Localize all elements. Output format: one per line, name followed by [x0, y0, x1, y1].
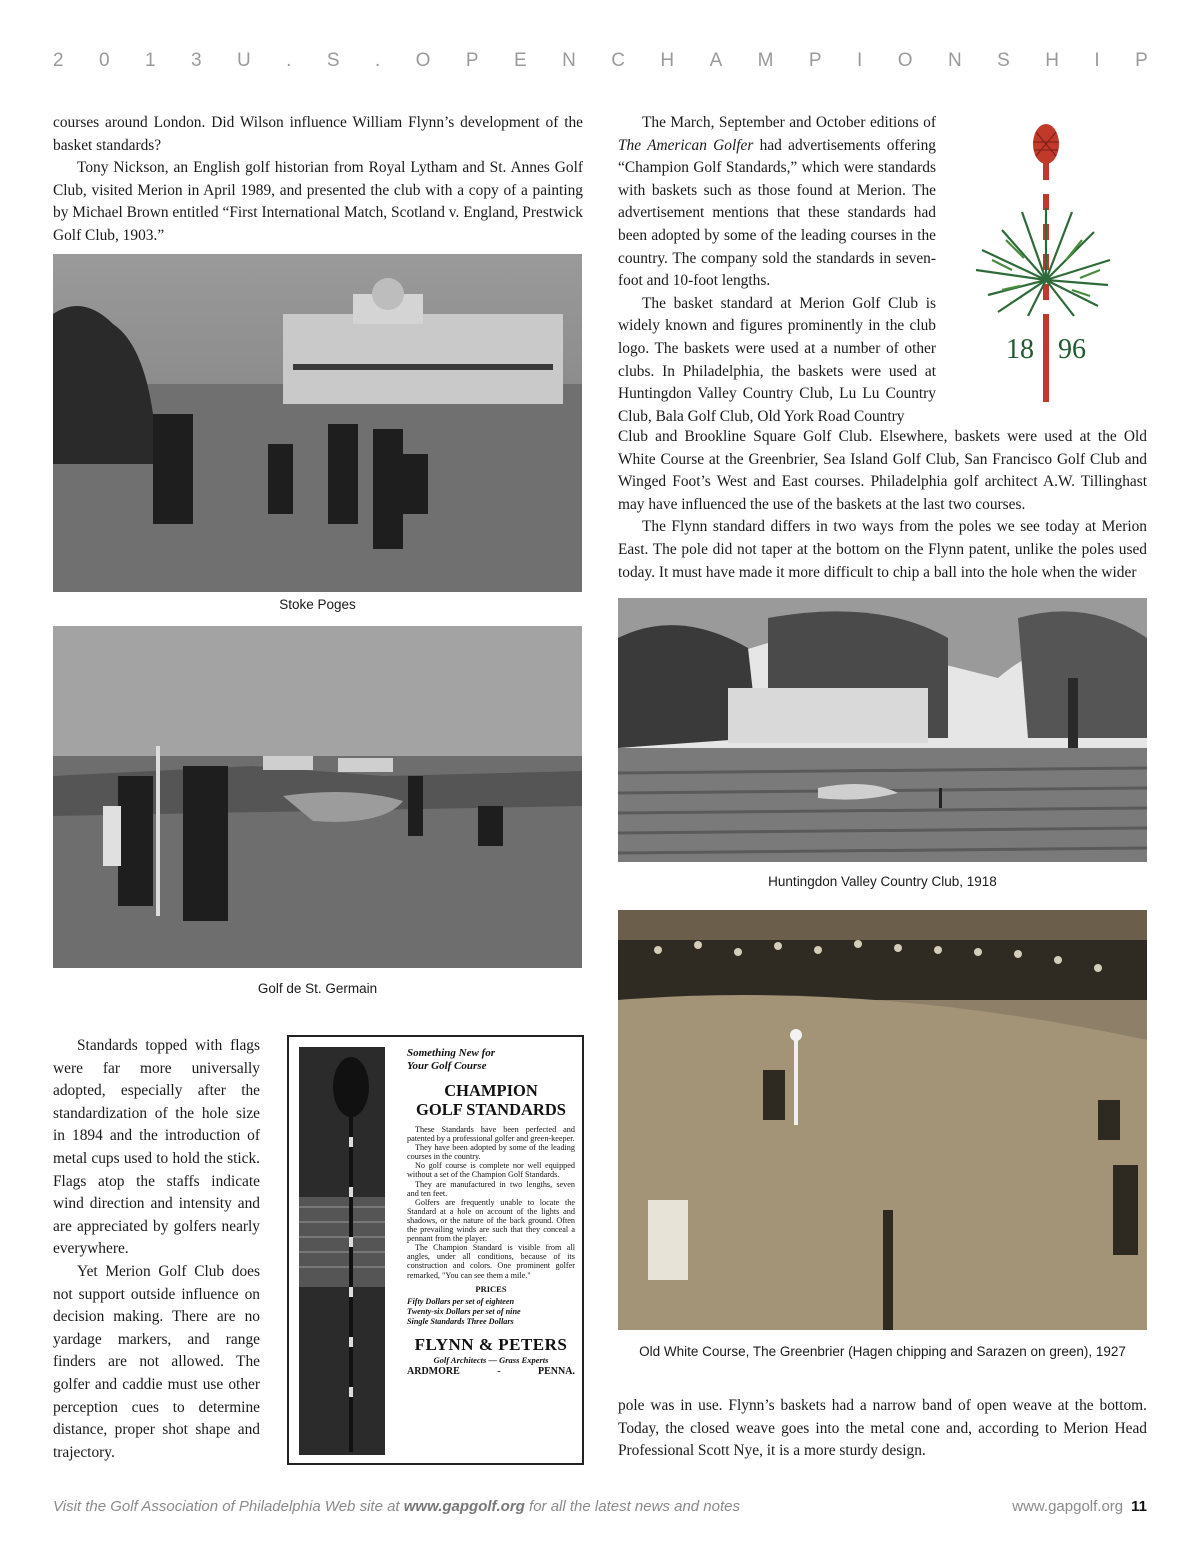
paragraph: Standards topped with flags were far more universally adopted, especially after the standardization of the hole size in 1894 and the introduction of metal cups used to hold the stick. Flags atop the staffs indicate wind direction and intensity and are appreciated by golfers nearly everywhere.: [53, 1037, 260, 1258]
header-letter: E: [513, 50, 527, 71]
ad-subline: Golf Architects — Grass Experts: [433, 1354, 549, 1365]
right-column-text-wide: [618, 426, 1147, 584]
ad-state: PENNA.: [538, 1365, 575, 1377]
paragraph: The March, September and October editions of The American Golfer had advertisements offering “Champion Golf Standards,” which were standards with baskets such as those found at Merion. The advertisement mentions that these standards had been adopted by some of the leading courses in the country. The company sold the standards in seven-foot and 10-foot lengths.: [618, 114, 936, 290]
merion-logo: [962, 120, 1112, 410]
paragraph: Club and Brookline Square Golf Club. Elsewhere, baskets were used at the Old White Course at the Greenbrier, Sea Island Golf Club, San Francisco Golf Club and Winged Foot’s West and East courses. Philadelphia golf architect A.W. Tillinghast may have influenced the use of the baskets at the last two courses.: [618, 428, 1147, 513]
header-letter: O: [897, 50, 913, 71]
paragraph: courses around London. Did Wilson influence William Flynn’s development of the basket standards?: [53, 114, 583, 154]
huntingdon-valley-photo: [618, 598, 1147, 862]
page-number: 11: [1131, 1498, 1147, 1515]
ad-text: [407, 1047, 575, 1377]
header-letter: 1: [145, 50, 156, 71]
huntingdon-caption: Huntingdon Valley Country Club, 1918: [768, 874, 997, 889]
footer-promo: Visit the Golf Association of Philadelphia Web site at www.gapgolf.org for all the latest news and notes: [53, 1498, 740, 1515]
paragraph: Tony Nickson, an English golf historian from Royal Lytham and St. Annes Golf Club, visited Merion in April 1989, and presented the club with a copy of a painting by Michael Brown entitled “First International Match, Scotland v. England, Prestwick Golf Club, 1903.”: [53, 159, 583, 244]
greenbrier-caption: Old White Course, The Greenbrier (Hagen chipping and Sarazen on green), 1927: [639, 1344, 1126, 1359]
logo-year-left: 18: [1006, 334, 1034, 365]
footer-site: [1012, 1498, 1147, 1515]
ad-paragraph: They are manufactured in two lengths, seven and ten feet.: [407, 1179, 575, 1198]
stoke-poges-caption: Stoke Poges: [279, 597, 356, 612]
header-letter: 3: [191, 50, 202, 71]
st-germain-photo: [53, 626, 582, 968]
ad-standard-photo: [299, 1047, 385, 1455]
ad-paragraph: These Standards have been perfected and patented by a professional golfer and green-keeper.: [407, 1125, 575, 1144]
ad-headline: CHAMPION GOLF STANDARDS: [416, 1081, 566, 1119]
header-letter: 2: [53, 50, 64, 71]
left-column-text: [53, 112, 583, 248]
ad-company: FLYNN & PETERS: [414, 1334, 568, 1354]
stoke-poges-photo: [53, 254, 582, 592]
ad-paragraph: Golfers are frequently unable to locate the Standard at a hole on account of the lights and shadows, or the nature of the back ground. Often the prevailing winds are such that they conceal a pennant from the player.: [407, 1197, 575, 1244]
ad-prices-title: PRICES: [475, 1283, 507, 1294]
header-letter: P: [808, 50, 822, 71]
lower-left-text: [53, 1035, 260, 1464]
header-letter: A: [709, 50, 723, 71]
ad-paragraph: They have been adopted by some of the leading courses in the country.: [407, 1143, 575, 1162]
header-letter: U: [237, 50, 251, 71]
header-letter: S: [326, 50, 340, 71]
header-letter: M: [757, 50, 774, 71]
header-letter: .: [374, 50, 381, 71]
header-letter: N: [562, 50, 576, 71]
ad-body: [407, 1125, 575, 1280]
ad-address: [407, 1366, 575, 1377]
header-letter: O: [415, 50, 431, 71]
paragraph: Yet Merion Golf Club does not support outside influence on decision making. There are no yardage markers, and range finders are not allowed. The golfer and caddie must use other perception cues to determine distance, proper shot shape and trajectory.: [53, 1262, 260, 1461]
ad-paragraph: The Champion Standard is visible from all angles, under all conditions, because of its construction and colors. One prominent golfer remarked, "You can see them a mile.": [407, 1243, 575, 1280]
running-header: [53, 50, 1148, 74]
ad-tagline: Something New for Your Golf Course: [407, 1047, 496, 1072]
footer-site-url[interactable]: www.gapgolf.org: [1012, 1498, 1124, 1515]
header-letter: P: [1135, 50, 1148, 71]
paragraph: The Flynn standard differs in two ways from the poles we see today at Merion East. The pole did not taper at the bottom on the Flynn patent, unlike the poles used today. It must have made it more difficult to chip a ball into the hole when the wider: [618, 518, 1147, 581]
basket-standard-icon: [962, 120, 1112, 410]
header-letter: 0: [99, 50, 110, 71]
header-letter: .: [286, 50, 292, 71]
header-letter: C: [611, 50, 625, 71]
header-letter: H: [1045, 50, 1059, 71]
paragraph: pole was in use. Flynn’s baskets had a narrow band of open weave at the bottom. Today, the closed weave goes into the metal cone and, according to Merion Head Professional Scott Nye, it is a more sturdy design.: [618, 1397, 1147, 1460]
publication-title: The American Golfer: [618, 136, 754, 154]
st-germain-caption: Golf de St. Germain: [257, 981, 378, 996]
paragraph: The basket standard at Merion Golf Club is widely known and figures prominently in the club logo. The baskets were used at a number of other clubs. In Philadelphia, the baskets were used at Huntingdon Valley Country Club, Lu Lu Country Club, Bala Golf Club, Old York Road Country: [618, 294, 936, 425]
header-letter: S: [997, 50, 1010, 71]
logo-year-right: 96: [1058, 334, 1086, 365]
right-column-text: [618, 112, 936, 428]
header-letter: I: [1094, 50, 1100, 71]
footer-link[interactable]: www.gapgolf.org: [403, 1498, 525, 1515]
ad-paragraph: No golf course is complete nor well equipped without a set of the Champion Golf Standards.: [407, 1161, 575, 1180]
header-letter: N: [947, 50, 962, 71]
greenbrier-photo: [618, 910, 1147, 1330]
ad-dash: -: [497, 1365, 501, 1377]
lower-right-text: [618, 1395, 1147, 1463]
header-letter: P: [465, 50, 479, 71]
ad-city: ARDMORE: [407, 1365, 460, 1377]
champion-golf-standards-ad: [287, 1035, 584, 1465]
ad-prices: Fifty Dollars per set of eighteen Twenty-six Dollars per set of nine Single Standards Three Dollars: [407, 1296, 521, 1326]
header-letter: H: [660, 50, 675, 71]
header-letter: I: [857, 50, 863, 71]
